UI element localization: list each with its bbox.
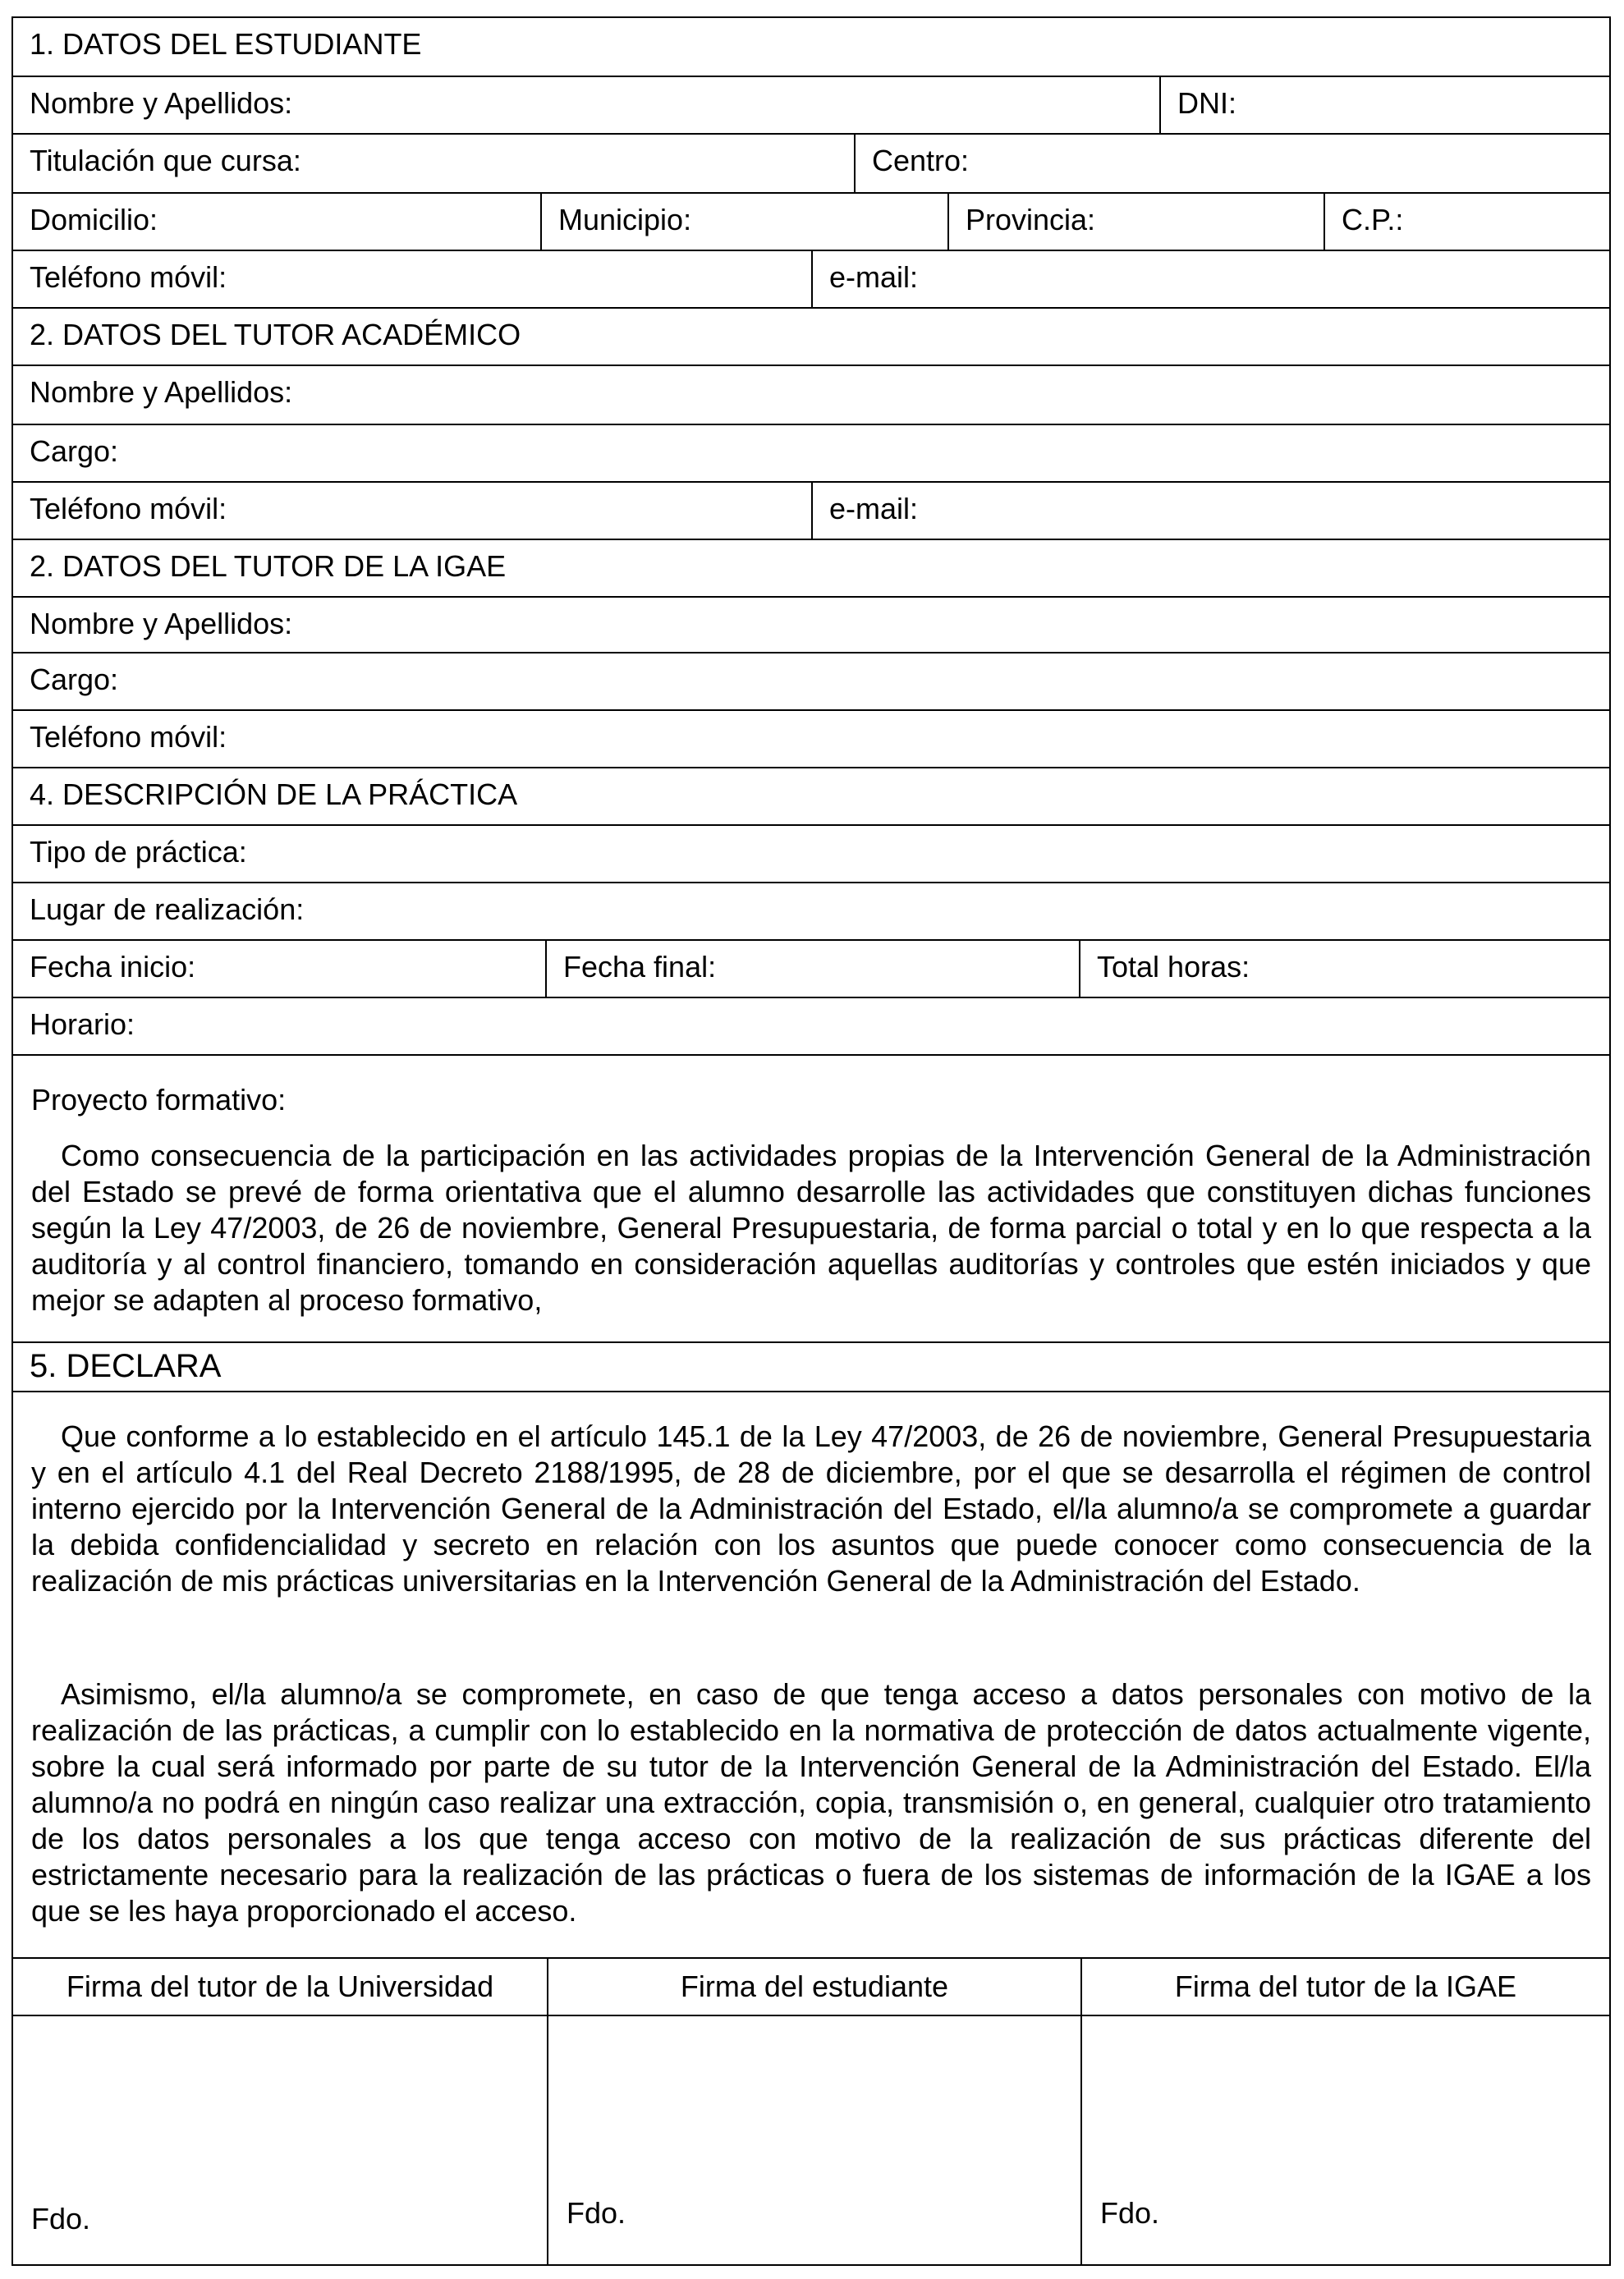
student-degree-row [13, 135, 1609, 194]
igae-tutor-name-row [13, 598, 1609, 653]
section-title: 5. DECLARA [30, 1348, 222, 1384]
igae-tutor-mobile-field[interactable]: Teléfono móvil: [30, 720, 227, 754]
practice-end-field[interactable]: Fecha final: [545, 941, 1079, 997]
signature-igae-tutor-box[interactable] [1080, 2016, 1609, 2264]
fdo-label: Fdo. [567, 2196, 626, 2230]
student-degree-field[interactable]: Titulación que cursa: [30, 144, 301, 177]
student-province-field[interactable]: Provincia: [947, 194, 1324, 250]
section-title: 2. DATOS DEL TUTOR DE LA IGAE [30, 549, 507, 583]
academic-tutor-mobile-field[interactable]: Teléfono móvil: [30, 492, 227, 525]
academic-tutor-name-row [13, 366, 1609, 425]
signature-student-label: Firma del estudiante [547, 1959, 1080, 2015]
academic-tutor-contact-row [13, 483, 1609, 540]
declaration-block [13, 1392, 1609, 1959]
signature-body-row [13, 2016, 1609, 2264]
practice-type-row [13, 826, 1609, 883]
practice-start-field[interactable]: Fecha inicio: [30, 950, 196, 984]
declaration-paragraph-1: Que conforme a lo establecido en el artículo 145.1 de la Ley 47/2003, de 26 de noviembre, General Presupuestaria y en el artículo 4.1 del Real Decreto 2188/1995, de 28 de diciembre, por el que se desarrolla el régimen de control interno ejercido por la Intervención General de la Administración del Estado, el/la alumno/a se compromete a guardar la debida confidencialidad y secreto en relación con los asuntos que puede conocer como consecuencia de la realización de mis prácticas universitarias en la Intervención General de la Administración del Estado. [31, 1419, 1591, 1598]
fdo-label: Fdo. [1100, 2196, 1160, 2230]
student-municipality-field[interactable]: Municipio: [540, 194, 947, 250]
academic-tutor-role-row [13, 425, 1609, 483]
practice-form [11, 16, 1611, 2266]
practice-place-row [13, 883, 1609, 941]
academic-tutor-section-header [13, 309, 1609, 366]
student-contact-row [13, 251, 1609, 309]
igae-tutor-role-field[interactable]: Cargo: [30, 663, 119, 696]
project-label: Proyecto formativo: [31, 1083, 287, 1117]
practice-section-header [13, 768, 1609, 826]
student-address-row [13, 194, 1609, 251]
practice-dates-row [13, 941, 1609, 998]
igae-tutor-name-field[interactable]: Nombre y Apellidos: [30, 607, 293, 640]
igae-tutor-role-row [13, 653, 1609, 711]
student-name-field[interactable]: Nombre y Apellidos: [30, 86, 293, 120]
practice-hours-field[interactable]: Total horas: [1079, 941, 1609, 997]
student-center-field[interactable]: Centro: [854, 135, 1609, 192]
section-title: 4. DESCRIPCIÓN DE LA PRÁCTICA [30, 777, 518, 811]
signature-student-box[interactable] [547, 2016, 1080, 2264]
student-name-row [13, 77, 1609, 135]
section-title: 2. DATOS DEL TUTOR ACADÉMICO [30, 318, 521, 351]
student-email-field[interactable]: e-mail: [811, 251, 1609, 307]
academic-tutor-name-field[interactable]: Nombre y Apellidos: [30, 375, 293, 409]
student-address-field[interactable]: Domicilio: [30, 203, 158, 236]
academic-tutor-role-field[interactable]: Cargo: [30, 434, 119, 468]
practice-schedule-row [13, 998, 1609, 1056]
student-section-header [13, 18, 1609, 77]
student-dni-field[interactable]: DNI: [1159, 77, 1609, 133]
section-title: 1. DATOS DEL ESTUDIANTE [30, 27, 422, 61]
declaration-paragraph-2: Asimismo, el/la alumno/a se compromete, en caso de que tenga acceso a datos personales con motivo de la realización de las prácticas, a cumplir con lo establecido en la normativa de protección de datos actualmente vigente, sobre la cual será informado por parte de su tutor de la Intervención General de la Administración del Estado. El/la alumno/a no podrá en ningún caso realizar una extracción, copia, transmisión o, en general, cualquier otro tratamiento de los datos personales a los que tenga acceso con motivo de la realización de sus prácticas diferente del estrictamente necesario para la realización de las prácticas o fuera de los sistemas de información de la IGAE a los que se les haya proporcionado el acceso. [31, 1677, 1591, 1928]
practice-schedule-field[interactable]: Horario: [30, 1007, 135, 1041]
signature-igae-tutor-label: Firma del tutor de la IGAE [1080, 1959, 1609, 2015]
signature-university-tutor-box[interactable] [13, 2016, 547, 2264]
declaration-section-header [13, 1343, 1609, 1392]
project-text: Como consecuencia de la participación en las actividades propias de la Intervención General de la Administración del Estado se prevé de forma orientativa que el alumno desarrolle las actividades que constituyen dichas funciones según la Ley 47/2003, de 26 de noviembre, General Presupuestaria, de forma parcial o total y en lo que respecta a la auditoría y al control financiero, tomando en consideración aquellas auditorías y controles que estén iniciados y que mejor se adapten al proceso formativo, [31, 1139, 1591, 1317]
igae-tutor-mobile-row [13, 711, 1609, 768]
igae-tutor-section-header [13, 540, 1609, 598]
practice-project-block [13, 1056, 1609, 1343]
signature-university-tutor-label: Firma del tutor de la Universidad [66, 1969, 494, 2003]
practice-type-field[interactable]: Tipo de práctica: [30, 835, 247, 869]
student-postal-field[interactable]: C.P.: [1324, 194, 1609, 250]
practice-place-field[interactable]: Lugar de realización: [30, 892, 305, 926]
academic-tutor-email-field[interactable]: e-mail: [811, 483, 1609, 539]
student-mobile-field[interactable]: Teléfono móvil: [30, 260, 227, 294]
signature-header-row [13, 1959, 1609, 2016]
fdo-label: Fdo. [31, 2202, 91, 2235]
